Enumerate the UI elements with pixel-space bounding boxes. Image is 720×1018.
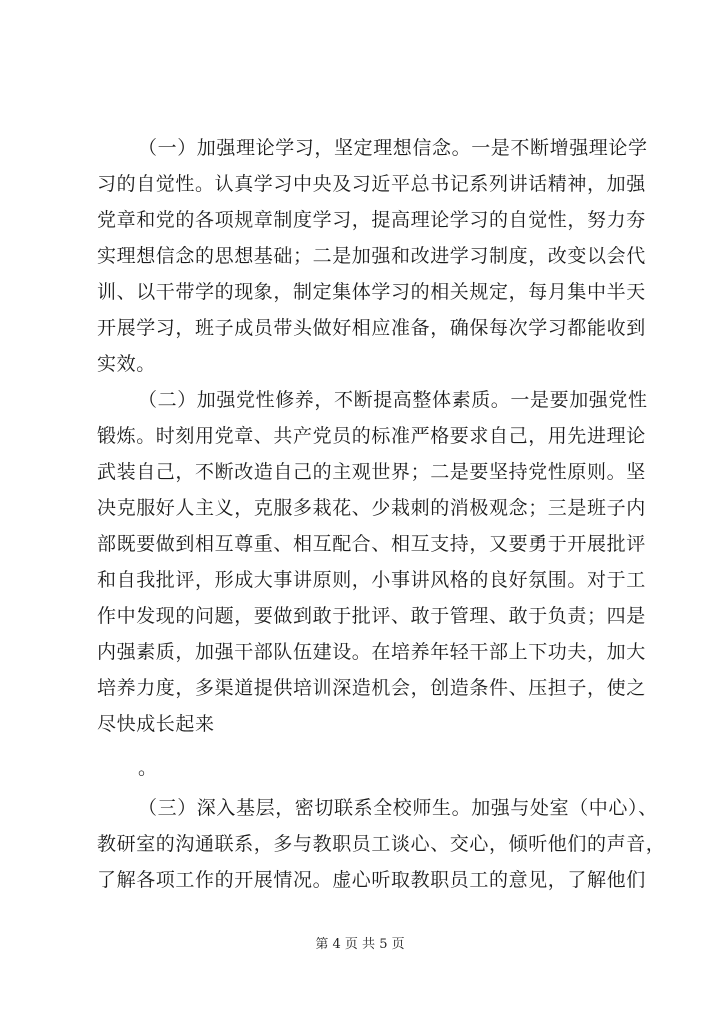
paragraph-line: （一）加强理论学习，坚定理想信念。一是不断增强理论学 bbox=[138, 137, 648, 159]
page-footer: 第 4 页 共 5 页 bbox=[315, 937, 405, 952]
paragraph-line: 习的自觉性。认真学习中央及习近平总书记系列讲话精神，加强 bbox=[97, 173, 646, 195]
paragraph-line: （三）深入基层，密切联系全校师生。加强与处室（中心）、 bbox=[138, 797, 658, 819]
paragraph-line: 和自我批评，形成大事讲原则，小事讲风格的良好氛围。对于工 bbox=[97, 569, 646, 591]
paragraph-line: 内强素质，加强干部队伍建设。在培养年轻干部上下功夫，加大 bbox=[97, 641, 646, 663]
paragraph-line: 部既要做到相互尊重、相互配合、相互支持，又要勇于开展批评 bbox=[97, 533, 646, 555]
paragraph-line: 实效。 bbox=[97, 353, 156, 375]
paragraph-line: 开展学习，班子成员带头做好相应准备，确保每次学习都能收到 bbox=[97, 317, 646, 339]
paragraph-line: 实理想信念的思想基础；二是加强和改进学习制度，改变以会代 bbox=[97, 245, 646, 267]
paragraph-line: 作中发现的问题，要做到敢于批评、敢于管理、敢于负责；四是 bbox=[97, 605, 646, 627]
paragraph-line: 了解各项工作的开展情况。虚心听取教职员工的意见，了解他们 bbox=[97, 869, 646, 891]
paragraph-line: 党章和党的各项规章制度学习，提高理论学习的自觉性，努力夯 bbox=[97, 209, 646, 231]
paragraph-line: 武装自己，不断改造自己的主观世界；二是要坚持党性原则。坚 bbox=[97, 461, 646, 483]
paragraph-line: 锻炼。时刻用党章、共产党员的标准严格要求自己，用先进理论 bbox=[97, 425, 646, 447]
paragraph-line: 。 bbox=[138, 757, 158, 779]
paragraph-line: 尽快成长起来 bbox=[97, 713, 215, 735]
paragraph-line: 培养力度，多渠道提供培训深造机会，创造条件、压担子，使之 bbox=[97, 677, 646, 699]
paragraph-line: 训、以干带学的现象，制定集体学习的相关规定，每月集中半天 bbox=[97, 281, 646, 303]
paragraph-line: 教研室的沟通联系，多与教职员工谈心、交心，倾听他们的声音， bbox=[97, 833, 666, 855]
paragraph-line: （二）加强党性修养，不断提高整体素质。一是要加强党性 bbox=[138, 389, 648, 411]
paragraph-line: 决克服好人主义，克服多栽花、少栽刺的消极观念；三是班子内 bbox=[97, 497, 646, 519]
